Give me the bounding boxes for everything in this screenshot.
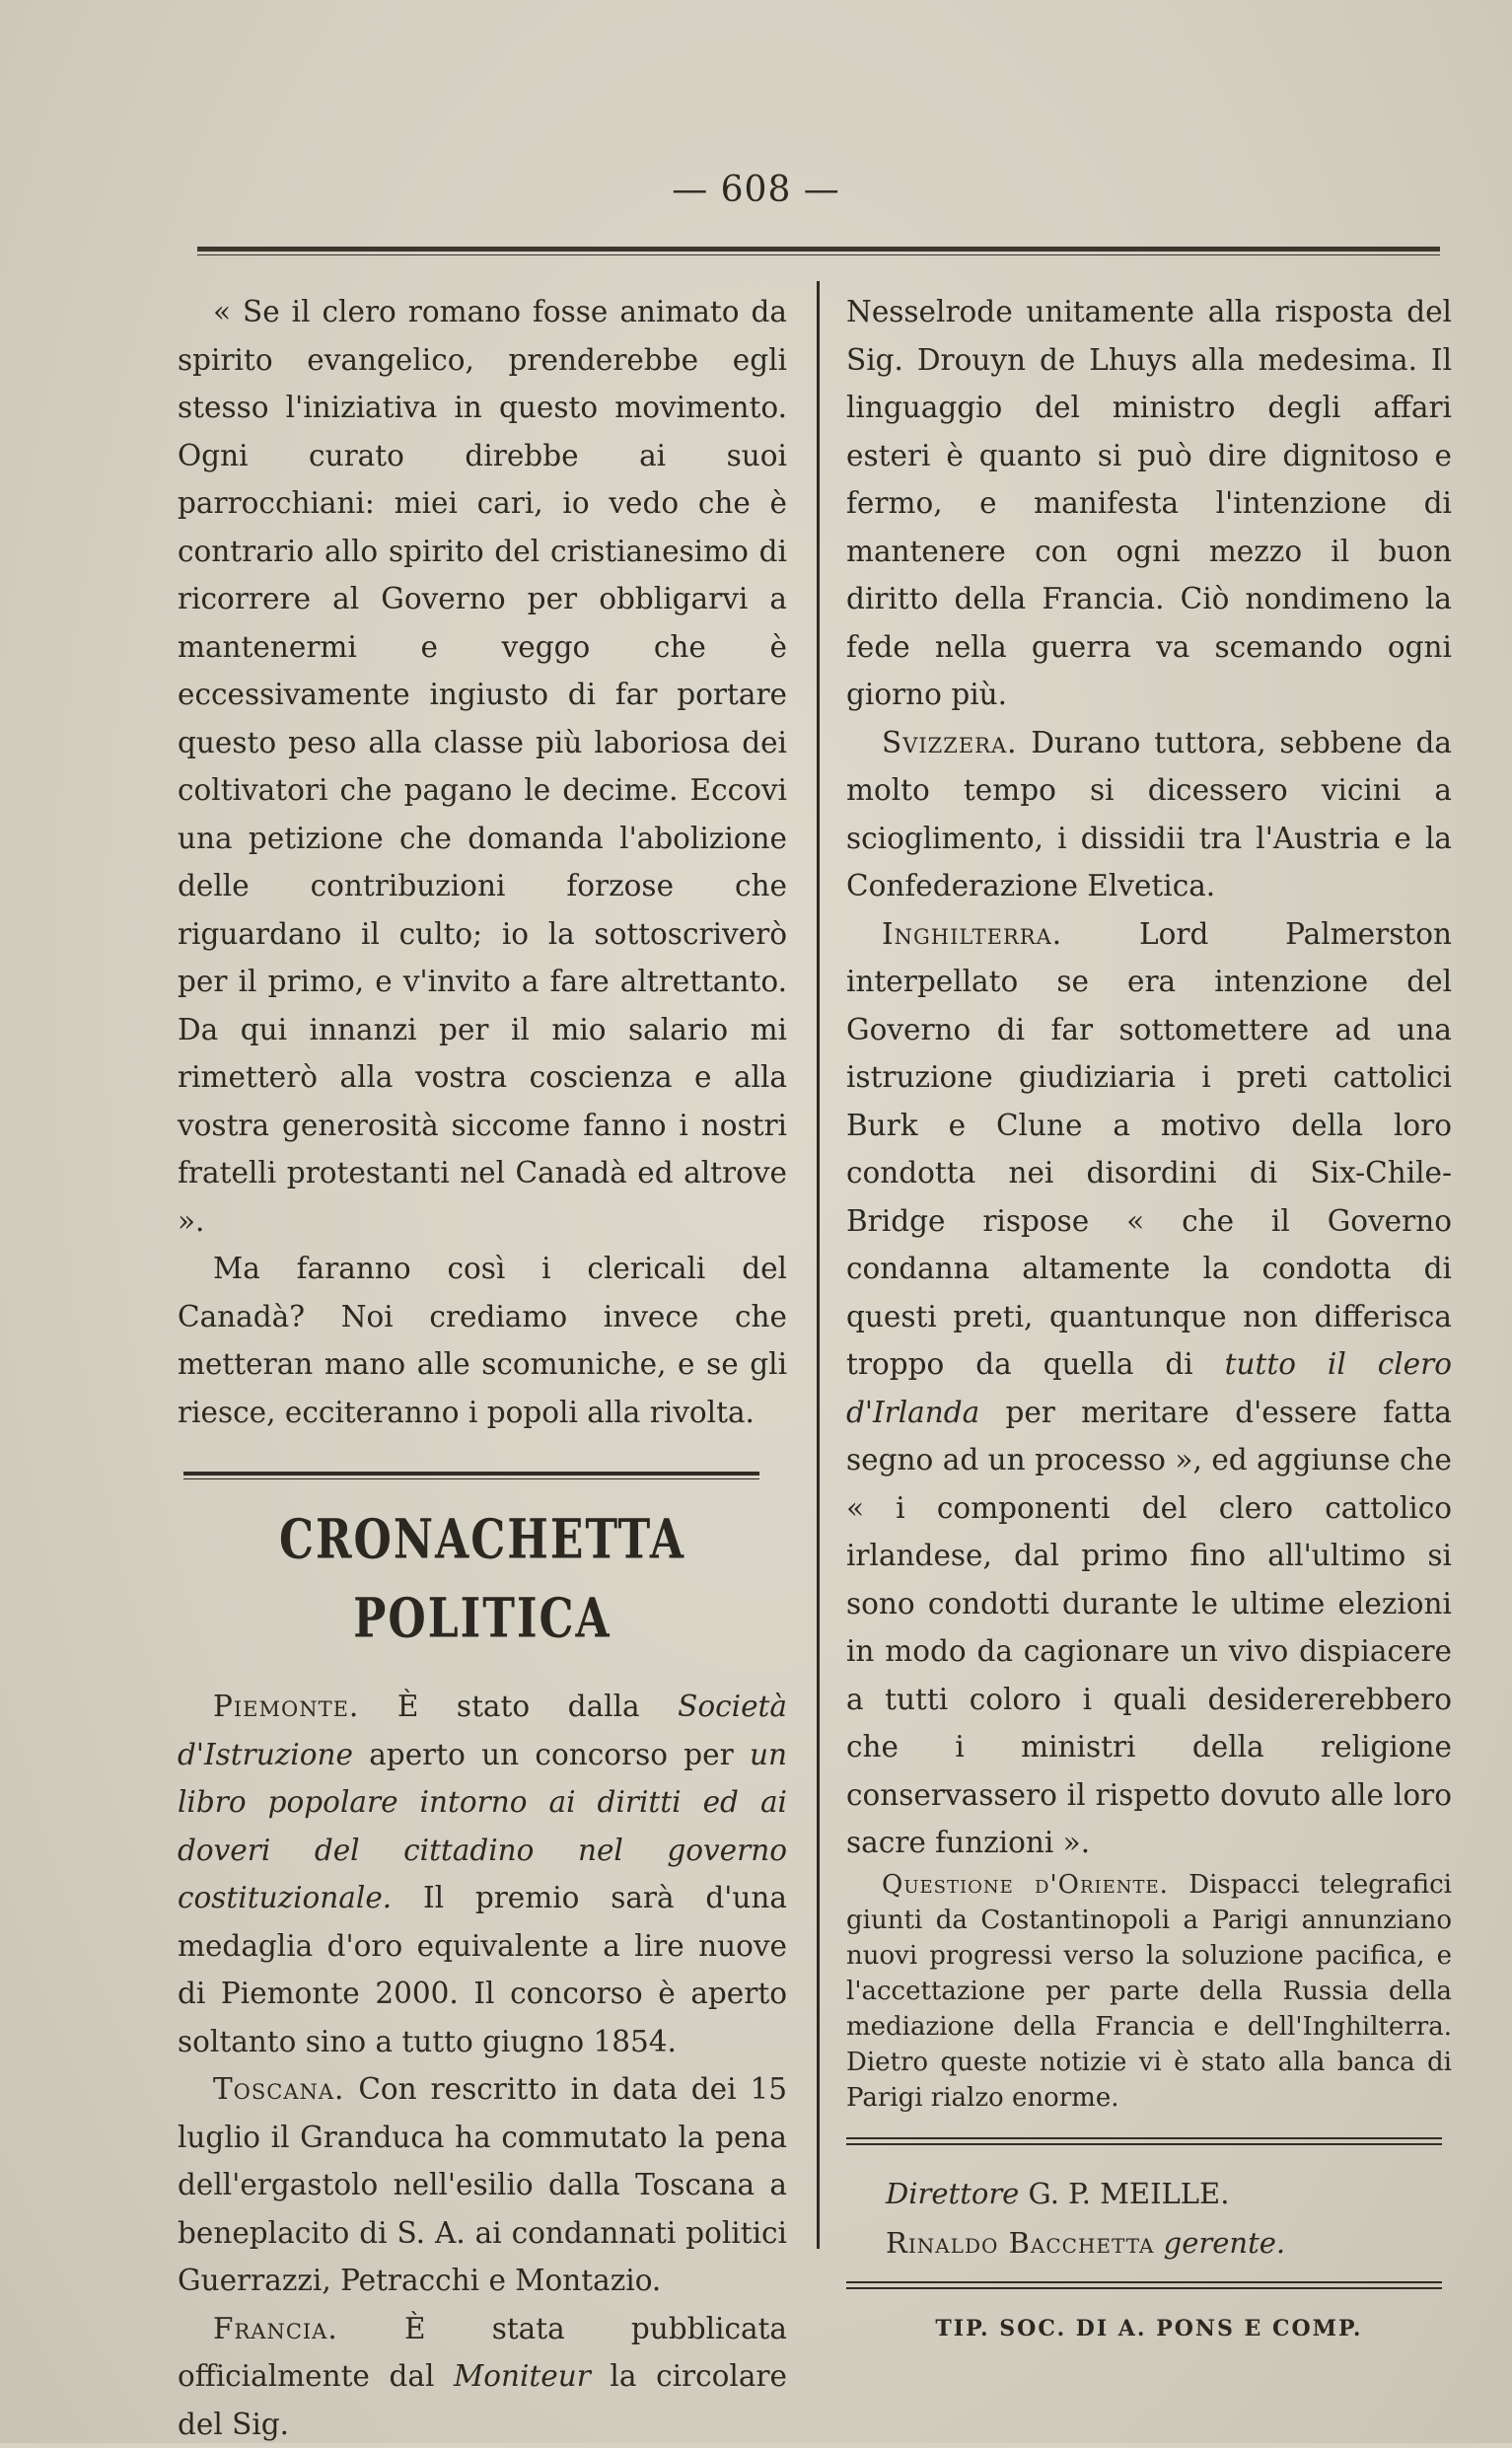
- news-francia: Francia. È stata pubblicata officialmente dal Moniteur la circolare del Sig.: [178, 2305, 787, 2448]
- news-svizzera: Svizzera. Durano tuttora, sebbene da molto tempo si dicessero vicini a scioglimento, i dissidii tra l'Austria e la Confederazione Elvetica.: [846, 719, 1452, 910]
- news-label-inghilterra: Inghilterra.: [882, 917, 1062, 951]
- section-rule: [183, 1472, 759, 1479]
- commentary-paragraph: Ma faranno così i clericali del Canadà? Noi crediamo invece che metteran mano alle scomuniche, e se gli riesce, ecciteranno i popoli alla rivolta.: [178, 1245, 787, 1436]
- news-label-francia: Francia.: [213, 2312, 338, 2345]
- news-label-questione: Questione d'Oriente.: [882, 1870, 1169, 1900]
- right-column: [846, 288, 1452, 2352]
- news-label-piemonte: Piemonte.: [213, 1690, 359, 1723]
- column-divider: [817, 281, 820, 2249]
- header-rule: [197, 247, 1440, 255]
- news-piemonte: Piemonte. È stato dalla Società d'Istruzione aperto un concorso per un libro popolare intorno ai diritti ed ai doveri del cittadino nel governo costituzionale. Il premio sarà d'una medaglia d'oro equivalente a lire nuove di Piemonte 2000. Il concorso è aperto soltanto sino a tutto giugno 1854.: [178, 1683, 787, 2065]
- section-title: CRONACHETTA POLITICA: [178, 1501, 787, 1659]
- printer-imprint: TIP. SOC. DI A. PONS E COMP.: [846, 2305, 1452, 2353]
- imprint-rule: [846, 2281, 1442, 2289]
- signature-rule: [846, 2137, 1442, 2145]
- news-label-toscana: Toscana.: [213, 2072, 344, 2106]
- news-label-svizzera: Svizzera.: [882, 726, 1018, 759]
- news-inghilterra: Inghilterra. Lord Palmerston interpellato se era intenzione del Governo di far sottomettere ad una istruzione giudiziaria i preti cattolici Burk e Clune a motivo della loro condotta nei disordini di Six-Chile-Bridge rispose « che il Governo condanna altamente la condotta di questi preti, quantunque non differisca troppo da quella di tutto il clero d'Irlanda per meritare d'essere fatta segno ad un processo », ed aggiunse che « i componenti del clero cattolico irlandese, dal primo fino all'ultimo si sono condotti durante le ultime elezioni in modo da cagionare un vivo dispiacere a tutti coloro i quali desidererebbero che i ministri della religione conservassero il rispetto dovuto alle loro sacre funzioni ».: [846, 910, 1452, 1867]
- quote-paragraph: « Se il clero romano fosse animato da spirito evangelico, prenderebbe egli stesso l'iniziativa in questo movimento. Ogni curato direbbe ai suoi parrocchiani: miei cari, io vedo che è contrario allo spirito del cristianesimo di ricorrere al Governo per obbligarvi a mantenermi e veggo che è eccessivamente ingiusto di far portare questo peso alla classe più laboriosa dei coltivatori che pagano le decime. Eccovi una petizione che domanda l'abolizione delle contribuzioni forzose che riguardano il culto; io la sottoscriverò per il primo, e v'invito a fare altrettanto. Da qui innanzi per il mio salario mi rimetterò alla vostra coscienza e alla vostra generosità siccome fanno i nostri fratelli protestanti nel Canadà ed altrove ».: [178, 288, 787, 1245]
- page-number: — 608 —: [0, 170, 1512, 210]
- signature-director: Direttore G. P. MEILLE.: [846, 2169, 1452, 2218]
- left-column: [178, 288, 787, 2448]
- signature-manager: Rinaldo Bacchetta gerente.: [846, 2218, 1452, 2268]
- news-toscana: Toscana. Con rescritto in data dei 15 luglio il Granduca ha commutato la pena dell'ergastolo nell'esilio dalla Toscana a beneplacito di S. A. ai condannati politici Guerrazzi, Petracchi e Montazio.: [178, 2065, 787, 2305]
- news-francia-continued: Nesselrode unitamente alla risposta del Sig. Drouyn de Lhuys alla medesima. Il linguaggio del ministro degli affari esteri è quanto si può dire dignitoso e fermo, e manifesta l'intenzione di mantenere con ogni mezzo il buon diritto della Francia. Ciò nondimeno la fede nella guerra va scemando ogni giorno più.: [846, 288, 1452, 719]
- news-questione-oriente: Questione d'Oriente. Dispacci telegrafici giunti da Costantinopoli a Parigi annunziano nuovi progressi verso la soluzione pacifica, e l'accettazione per parte della Russia della mediazione della Francia e dell'Inghilterra. Dietro queste notizie vi è stato alla banca di Parigi rialzo enorme.: [846, 1867, 1452, 2116]
